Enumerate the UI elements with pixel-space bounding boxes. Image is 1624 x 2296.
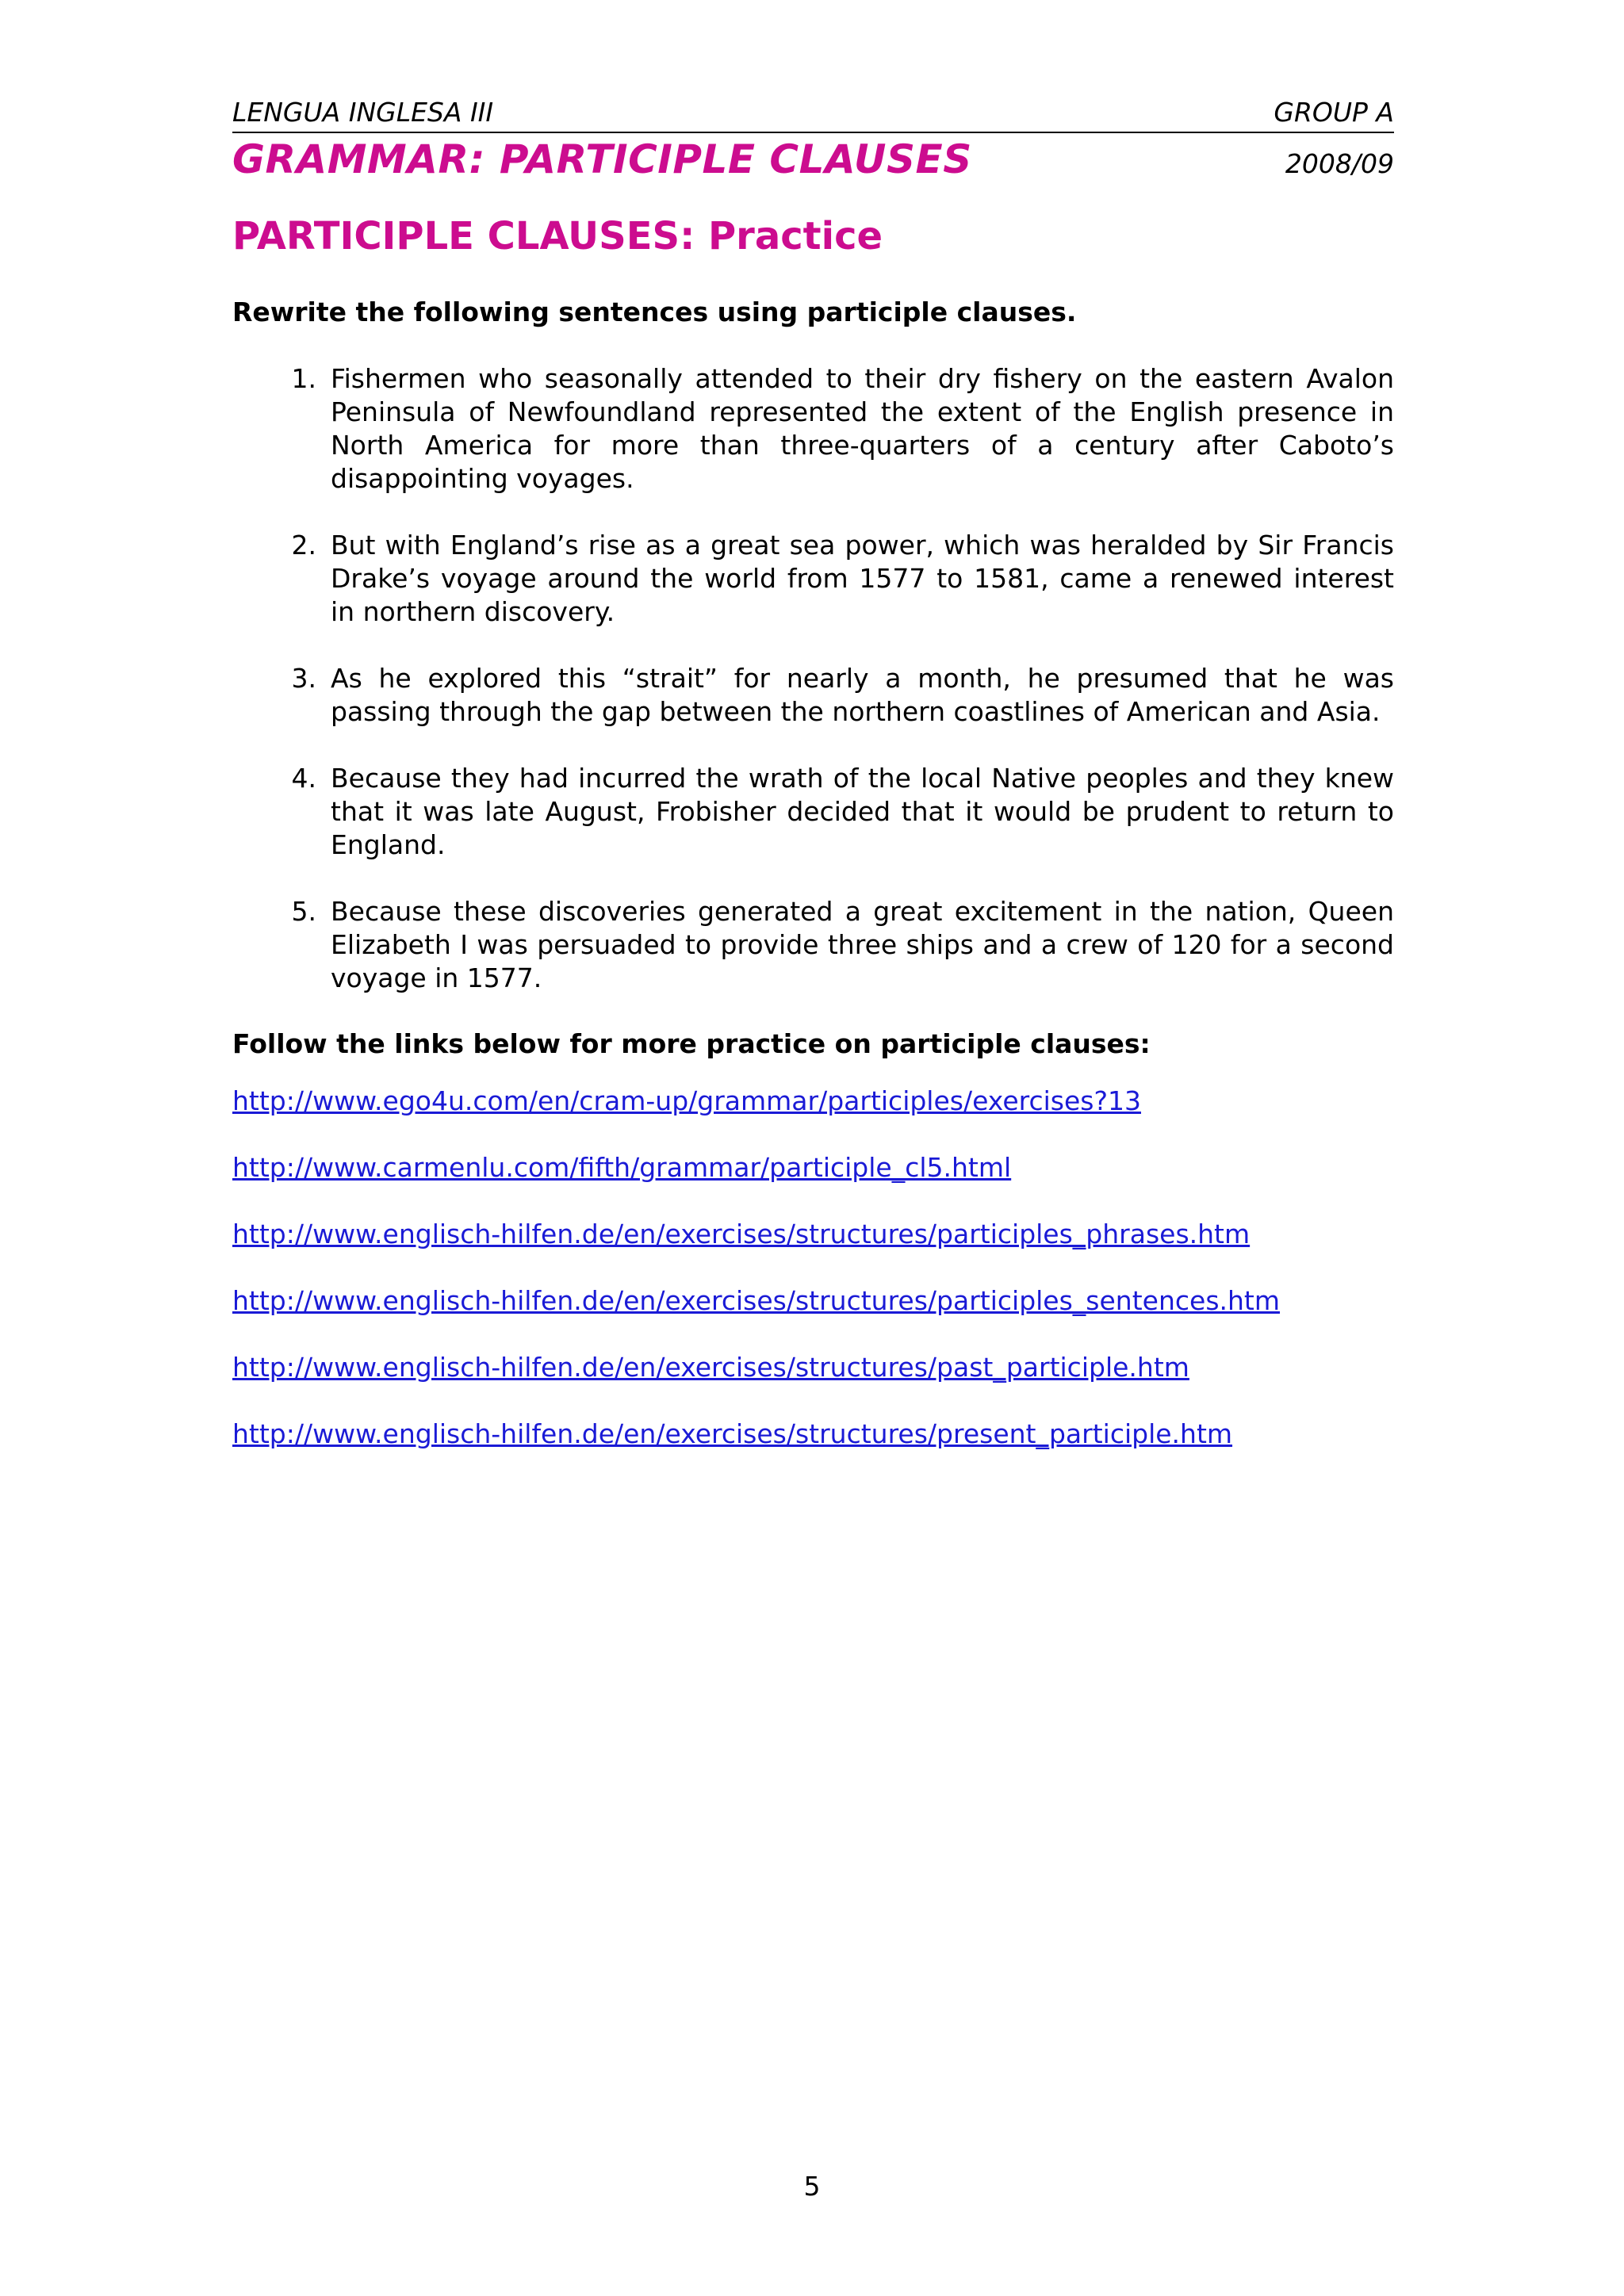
exercise-item: [232, 895, 1394, 995]
header-divider: [232, 132, 1394, 133]
exercise-item: [232, 362, 1394, 496]
exercise-sentence: Because these discoveries generated a great excitement in the nation, Queen Elizabeth I was persuaded to provide three ships and a crew of 120 for a second voyage in 1577.: [331, 896, 1394, 993]
exercise-number: 4.: [291, 763, 316, 794]
practice-link[interactable]: http://www.englisch-hilfen.de/en/exercises/structures/present_participle.htm: [232, 1418, 1233, 1449]
page-content: [232, 95, 1394, 1484]
exercise-number: 2.: [291, 530, 316, 561]
exercise-item: [232, 762, 1394, 862]
exercise-number: 1.: [291, 363, 316, 394]
group-label: GROUP A: [1274, 97, 1394, 128]
practice-link[interactable]: http://www.carmenlu.com/fifth/grammar/participle_cl5.html: [232, 1152, 1012, 1183]
running-header: [232, 95, 1394, 130]
document-title: GRAMMAR: PARTICIPLE CLAUSES: [232, 136, 972, 182]
exercise-list: [232, 362, 1394, 995]
title-row: [232, 136, 1394, 182]
practice-link[interactable]: http://www.englisch-hilfen.de/en/exercises/structures/participles_phrases.htm: [232, 1219, 1251, 1249]
section-title: PARTICIPLE CLAUSES: Practice: [232, 214, 883, 258]
exercise-instruction: Rewrite the following sentences using participle clauses.: [232, 297, 1077, 327]
practice-links: [232, 1085, 1394, 1451]
academic-year: 2008/09: [1285, 148, 1394, 179]
exercise-number: 5.: [291, 896, 316, 927]
practice-link[interactable]: http://www.ego4u.com/en/cram-up/grammar/participles/exercises?13: [232, 1085, 1141, 1116]
exercise-item: [232, 662, 1394, 729]
links-intro: Follow the links below for more practice on participle clauses:: [232, 1028, 1151, 1059]
page-number: 5: [803, 2171, 821, 2202]
exercise-number: 3.: [291, 663, 316, 694]
exercise-item: [232, 529, 1394, 629]
exercise-sentence: But with England’s rise as a great sea power, which was heralded by Sir Francis Drake’s voyage around the world from 1577 to 1581, came a renewed interest in northern discovery.: [331, 530, 1394, 627]
practice-link[interactable]: http://www.englisch-hilfen.de/en/exercises/structures/participles_sentences.htm: [232, 1285, 1280, 1316]
exercise-sentence: As he explored this “strait” for nearly a month, he presumed that he was passing through the gap between the northern coastlines of American and Asia.: [331, 663, 1394, 727]
course-name: LENGUA INGLESA III: [232, 97, 494, 128]
exercise-sentence: Fishermen who seasonally attended to their dry fishery on the eastern Avalon Peninsula of Newfoundland represented the extent of the English presence in North America for more than three-quarters of a century after Caboto’s disappointing voyages.: [331, 363, 1394, 494]
practice-link[interactable]: http://www.englisch-hilfen.de/en/exercises/structures/past_participle.htm: [232, 1352, 1189, 1383]
exercise-sentence: Because they had incurred the wrath of the local Native peoples and they knew that it was late August, Frobisher decided that it would be prudent to return to England.: [331, 763, 1394, 860]
